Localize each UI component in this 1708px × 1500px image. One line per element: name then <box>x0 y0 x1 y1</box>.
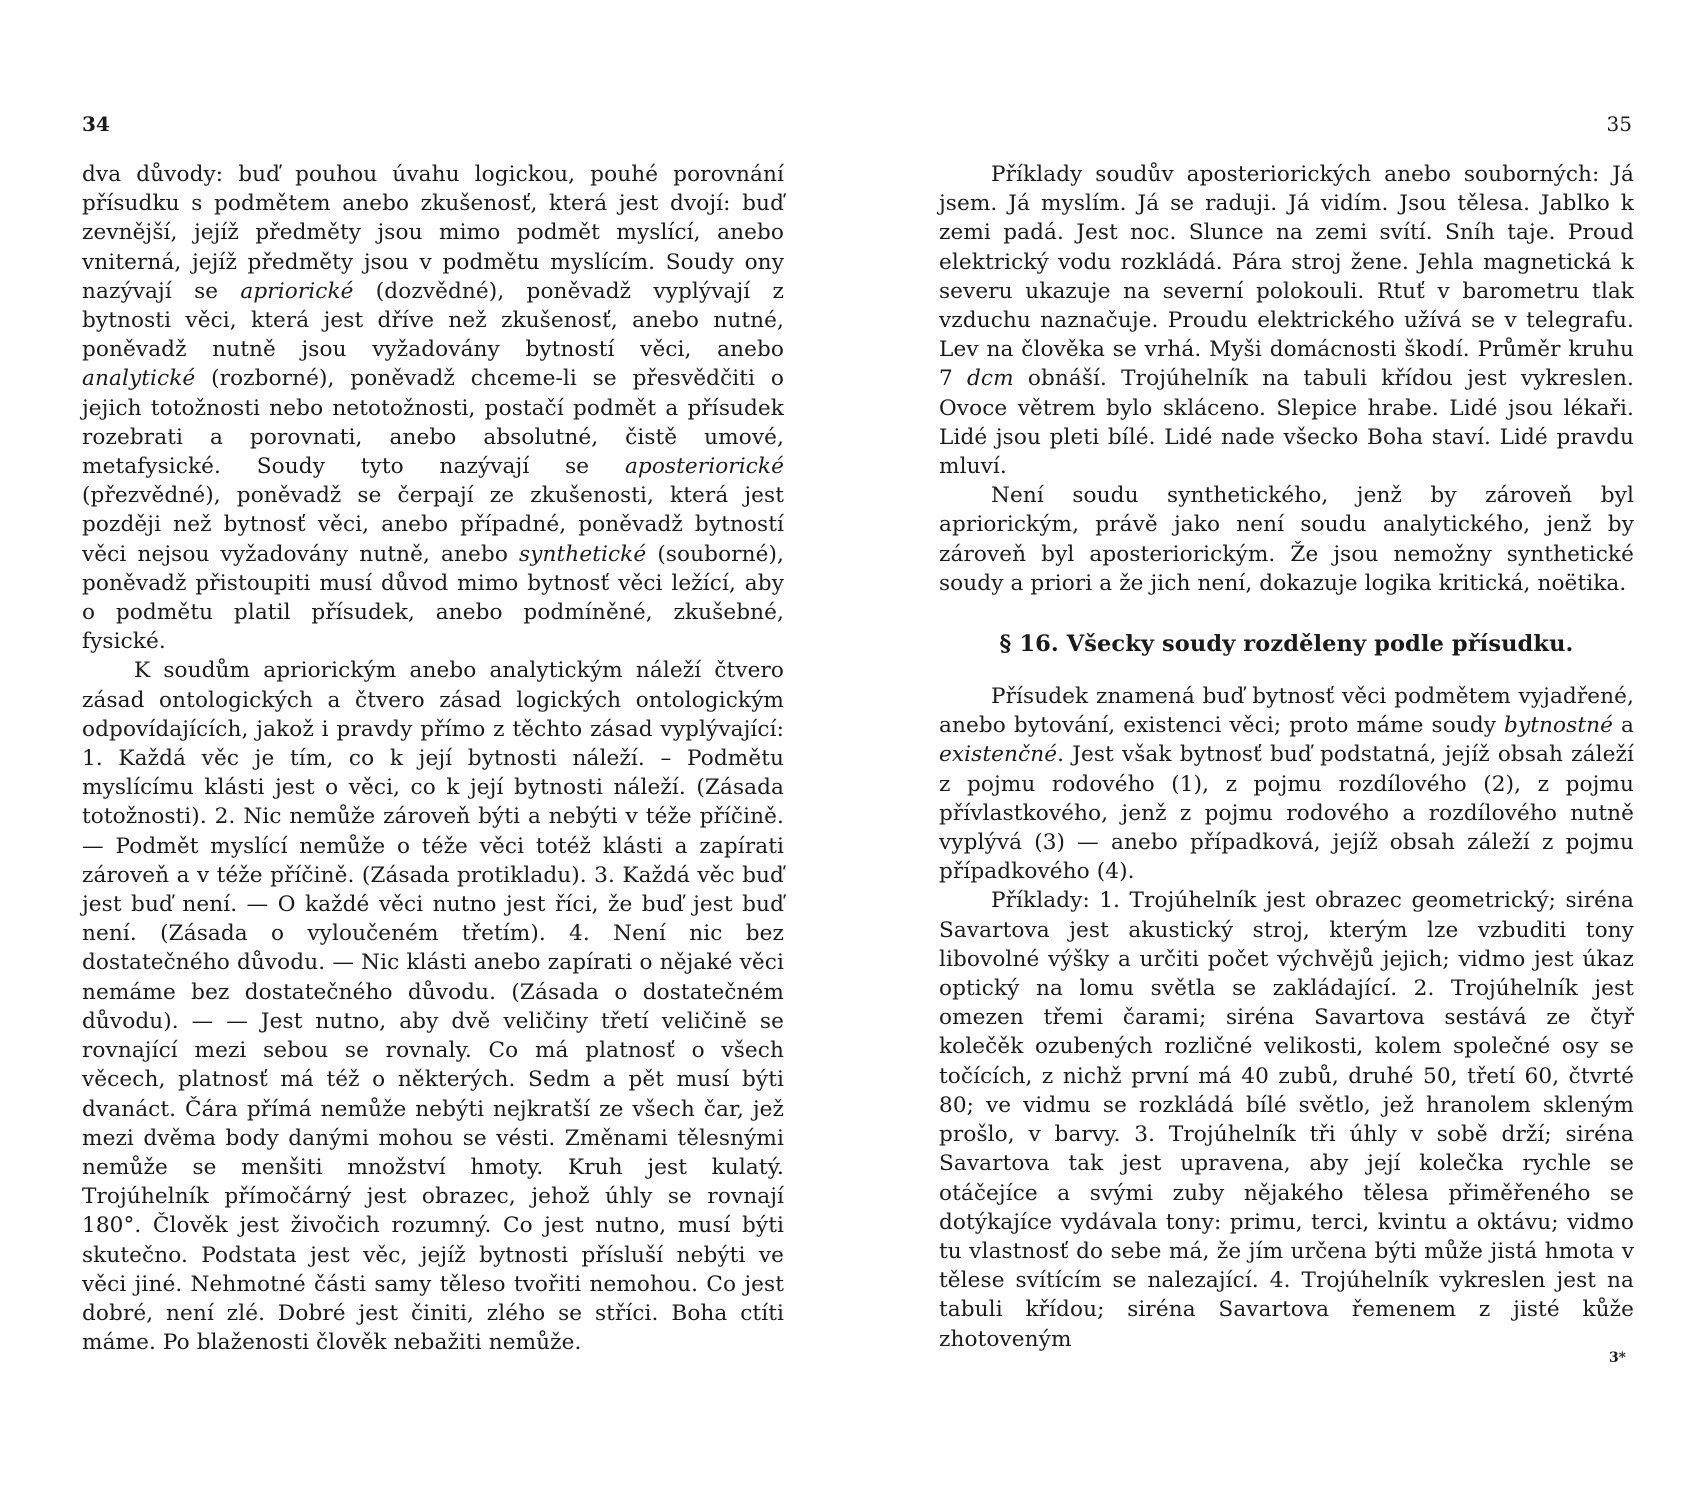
italic-term: apriorické <box>240 278 354 304</box>
paragraph: Není soudu synthetického, jenž by zároveň byl apriorickým, právě jako není soudu analytického, jenž by zároveň byl aposteriorickým. Že jsou nemožny synthetické soudy a priori a že jich není, dokazuje logika kritická, noëtika. <box>939 483 1634 596</box>
italic-term: existenčné <box>939 742 1058 768</box>
paragraph: K soudům apriorickým anebo analytickým náleží čtvero zásad ontologických a čtvero zásad logických ontologickým odpovídajících, jakož i pravdy přímo z těchto zásad vyplývající: 1. Každá věc je tím, co k její bytnosti náleží. – Podmětu myslícímu klásti jest o věci, co k její bytnosti náleží. (Zásada totožnosti). 2. Nic nemůže zároveň býti a nebýti v téže příčině. — Podmět myslící nemůže o téže věci totéž klásti a zapírati zároveň a v téže příčině. (Zásada protikladu). 3. Každá věc buď jest buď není. — O každé věci nutno jest říci, že buď jest buď není. (Zásada o vyloučeném třetím). 4. Není nic bez dostatečného důvodu. — Nic klásti anebo zapírati o nějaké věci nemáme bez dostatečného důvodu. (Zásada o dostatečném důvodu). — — Jest nutno, aby dvě veličiny třetí veličině se rovnající mezi sebou se rovnaly. Co má platnosť o všech věcech, platnosť má též o některých. Sedm a pět musí býti dvanáct. Čára přímá nemůže nebýti nejkratší ze všech čar, jež mezi dvěma body danými mohou se vésti. Změnami tělesnými nemůže se menšiti množství hmoty. Kruh jest kulatý. Trojúhelník přímočárný jest obrazec, jehož úhly se rovnají 180°. Člověk jest živočich rozumný. Co jest nutno, musí býti skutečno. Podstata jest věc, jejíž bytnosti přísluší nebýti ve věci jiné. Nehmotné části samy těleso tvořiti nemohou. Co jest dobré, není zlé. Dobré jest činiti, zlého se stříci. Boha ctíti máme. Po blaženosti člověk nebažiti nemůže. <box>82 658 784 1356</box>
paragraph: Příklady soudův aposteriorických anebo souborných: Já jsem. Já myslím. Já se raduji. Já vidím. Jsou tělesa. Jablko k zemi padá. Jest noc. Slunce na zemi svítí. Sníh taje. Proud elektrický vodu rozkládá. Pára stroj žene. Jehla magnetická k severu ukazuje na severní polokouli. Rtuť v barometru tlak vzduchu naznačuje. Proudu elektrického užívá se v telegrafu. Lev na člověka se vrhá. Myši domácnosti škodí. Průměr kruhu 7 dcm obnáší. Trojúhelník na tabuli křídou jest vykreslen. Ovoce větrem bylo skláceno. Slepice hrabe. Lidé jsou lékaři. Lidé jsou pleti bílé. Lidé nade všecko Boha staví. Lidé pravdu mluví. <box>939 162 1634 480</box>
right-page <box>854 0 1708 1500</box>
italic-term: dcm <box>967 366 1014 392</box>
signature-mark: 3* <box>1608 1350 1626 1366</box>
italic-term: aposteriorické <box>624 454 784 480</box>
right-text-column <box>939 160 1634 1354</box>
italic-term: bytnostné <box>1504 713 1613 739</box>
paragraph: Přísudek znamená buď bytnosť věci podmětem vyjadřené, anebo bytování, existenci věci; proto máme soudy bytnostné a existenčné. Jest však bytnosť buď podstatná, jejíž obsah záleží z pojmu rodového (1), z pojmu rozdílového (2), z pojmu přívlastkového, jenž z pojmu rodového a rozdílového nutně vyplývá (3) — anebo případková, jejíž obsah záleží z pojmu případkového (4). <box>939 684 1634 885</box>
italic-term: analytické <box>82 366 196 392</box>
page-number-left: 34 <box>82 112 110 136</box>
paragraph: Příklady: 1. Trojúhelník jest obrazec geometrický; siréna Savartova jest akustický stroj, kterým lze vzbuditi tony libovolné výšky a určiti počet výchvějů jejich; vidmo jest úkaz optický na lomu světla se zakládající. 2. Trojúhelník jest omezen třemi čarami; siréna Savartova sestává ze čtyř kolečěk ozubených rozličné velikosti, kolem společné osy se točících, z nichž první má 40 zubů, druhé 50, třetí 60, čtvrté 80; ve vidmu se rozkládá bílé světlo, jež hranolem skleným prošlo, v barvy. 3. Trojúhelník tři úhly v sobě drží; siréna Savartova tak jest upravena, aby její kolečka rychle se otáčejíce a svými zuby nějakého tělesa přiměřeného se dotýkajíce vydávala tony: primu, terci, kvintu a oktávu; vidmo tu vlastnosť do sebe má, že jím určena býti může jistá hmota v tělese svítícím se nalezající. 4. Trojúhelník vykreslen jest na tabuli křídou; siréna Savartova řemenem z jisté kůže zhotoveným <box>939 888 1634 1352</box>
italic-term: synthetické <box>519 541 647 567</box>
section-heading: § 16. Všecky soudy rozděleny podle přísudku. <box>999 631 1574 658</box>
left-text-column <box>82 160 784 1357</box>
paragraph: dva důvody: buď pouhou úvahu logickou, pouhé porovnání přísudku s podmětem anebo zkušenosť, která jest dvojí: buď zevnější, jejíž předměty jsou mimo podmět myslící, anebo vniterná, jejíž předměty jsou v podmětu myslícím. Soudy ony nazývají se apriorické (dozvědné), poněvadž vyplývají z bytnosti věci, která jest dříve než zkušenosť, anebo nutné, poněvadž nutně jsou vyžadovány bytností věci, anebo analytické (rozborné), poněvadž chceme-li se přesvědčiti o jejich totožnosti nebo netotožnosti, postačí podmět a přísudek rozebrati a porovnati, anebo absolutné, čistě umové, metafysické. Soudy tyto nazývají se aposteriorické (přezvědné), poněvadž se čerpají ze zkušenosti, která jest později než bytnosť věci, anebo případné, poněvadž bytností věci nejsou vyžadovány nutně, anebo synthetické (souborné), poněvadž přistoupiti musí důvod mimo bytnosť věci ležící, aby o podmětu platil přísudek, anebo podmíněné, zkušebné, fysické. <box>82 162 784 655</box>
page-number-right: 35 <box>1606 112 1632 136</box>
